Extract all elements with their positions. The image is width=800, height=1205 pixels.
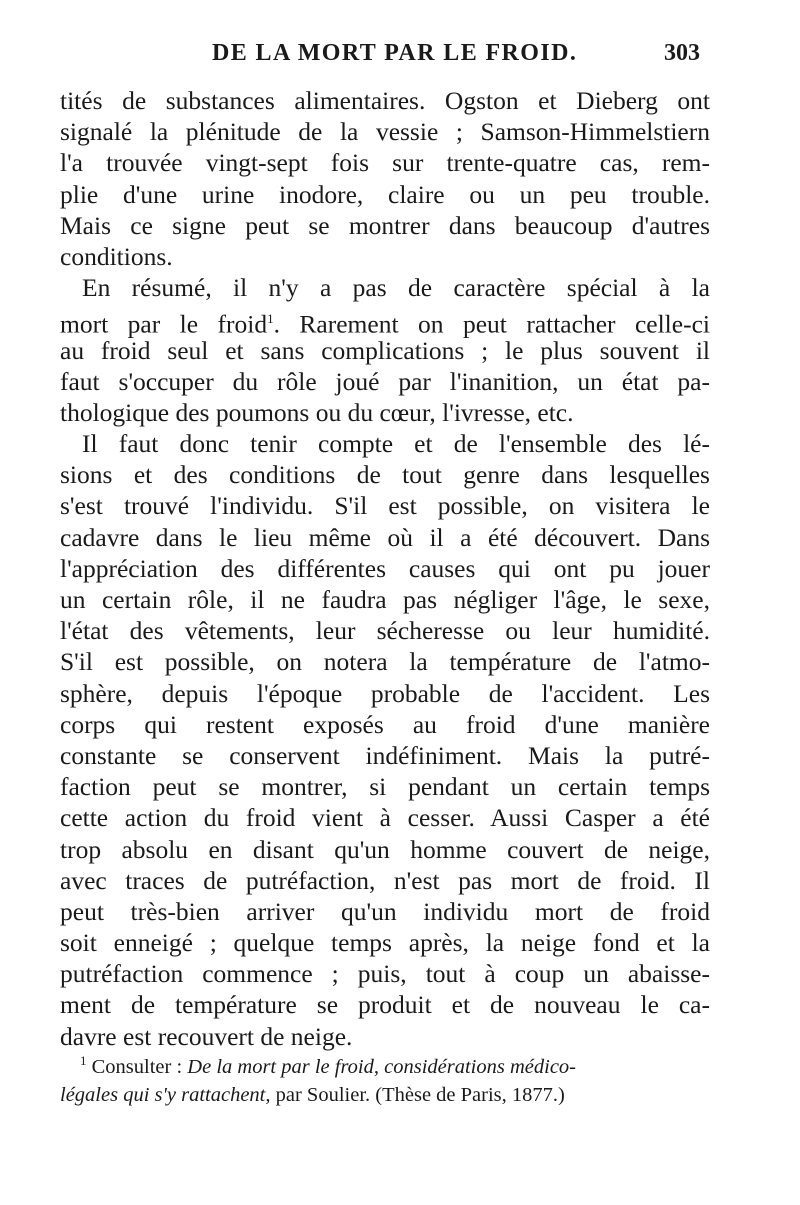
footnote-reference: 1 xyxy=(267,311,274,327)
text-line: sphère, depuis l'époque probable de l'accident. Les xyxy=(60,678,710,708)
text-line: l'appréciation des différentes causes qui ont pu jouer xyxy=(60,553,710,583)
text-line: corps qui restent exposés au froid d'une manière xyxy=(60,709,710,739)
text-line: constante se conservent indéfiniment. Mais la putré- xyxy=(60,740,710,770)
body-text xyxy=(60,85,710,1052)
footnote-citation: par Soulier. (Thèse de Paris, 1877.) xyxy=(275,1083,565,1106)
text-line: faut s'occuper du rôle joué par l'inanition, un état pa- xyxy=(60,366,710,396)
text-line: un certain rôle, il ne faudra pas négliger l'âge, le sexe, xyxy=(60,585,710,614)
footnote xyxy=(60,1047,712,1109)
text-line: putréfaction commence ; puis, tout à coup un abaisse- xyxy=(60,959,710,989)
text-line: peut très-bien arriver qu'un individu mort de froid xyxy=(60,896,710,926)
text-line: thologique des poumons ou du cœur, l'ivresse, etc. xyxy=(60,397,574,427)
text-line: Mais ce signe peut se montrer dans beaucoup d'autres xyxy=(60,210,710,240)
footnote-consult: Consulter : xyxy=(91,1055,183,1078)
text-line: En résumé, il n'y a pas de caractère spécial à la xyxy=(82,273,710,303)
page-number: 303 xyxy=(664,40,700,66)
footnote-line xyxy=(60,1047,712,1081)
page-header xyxy=(0,40,800,80)
text-line: conditions. xyxy=(60,241,173,271)
text-line: avec traces de putréfaction, n'est pas mort de froid. Il xyxy=(60,865,710,895)
text-line: au froid seul et sans complications ; le plus souvent il xyxy=(60,335,710,365)
text-line: s'est trouvé l'individu. S'il est possible, on visitera le xyxy=(60,491,710,521)
text-line: Il faut donc tenir compte et de l'ensemble des lé- xyxy=(82,429,710,459)
text-line: l'état des vêtements, leur sécheresse ou leur humidité. xyxy=(60,616,710,646)
text-line: ment de température se produit et de nouveau le ca- xyxy=(60,990,710,1020)
footnote-title-continued: légales qui s'y rattachent, xyxy=(60,1083,271,1106)
text-line: S'il est possible, on notera la température de l'atmo- xyxy=(60,647,710,677)
text-fragment: mort par le froid xyxy=(60,309,268,339)
text-line: tités de substances alimentaires. Ogston et Dieberg ont xyxy=(60,86,710,115)
footnote-title: De la mort par le froid, considérations médico- xyxy=(187,1055,576,1078)
text-line: plie d'une urine inodore, claire ou un peu trouble. xyxy=(60,179,710,209)
text-line: cette action du froid vient à cesser. Aussi Casper a été xyxy=(60,803,710,833)
text-line: l'a trouvée vingt-sept fois sur trente-quatre cas, rem- xyxy=(60,148,710,178)
text-line: signalé la plénitude de la vessie ; Samson-Himmelstiern xyxy=(60,117,710,147)
text-line-with-footnote-ref xyxy=(60,303,710,339)
text-line: sions et des conditions de tout genre dans lesquelles xyxy=(60,460,710,490)
text-line: soit enneigé ; quelque temps après, la neige fond et la xyxy=(60,928,710,958)
footnote-line xyxy=(60,1081,712,1109)
text-line: davre est recouvert de neige. xyxy=(60,1021,353,1051)
text-line: faction peut se montrer, si pendant un certain temps xyxy=(60,772,710,802)
text-fragment: . Rarement on peut rattacher celle-ci xyxy=(273,309,710,339)
running-title: DE LA MORT PAR LE FROID. xyxy=(212,40,578,66)
footnote-marker: 1 xyxy=(80,1053,87,1068)
text-line: trop absolu en disant qu'un homme couvert de neige, xyxy=(60,834,710,864)
text-line: cadavre dans le lieu même où il a été découvert. Dans xyxy=(60,522,710,552)
